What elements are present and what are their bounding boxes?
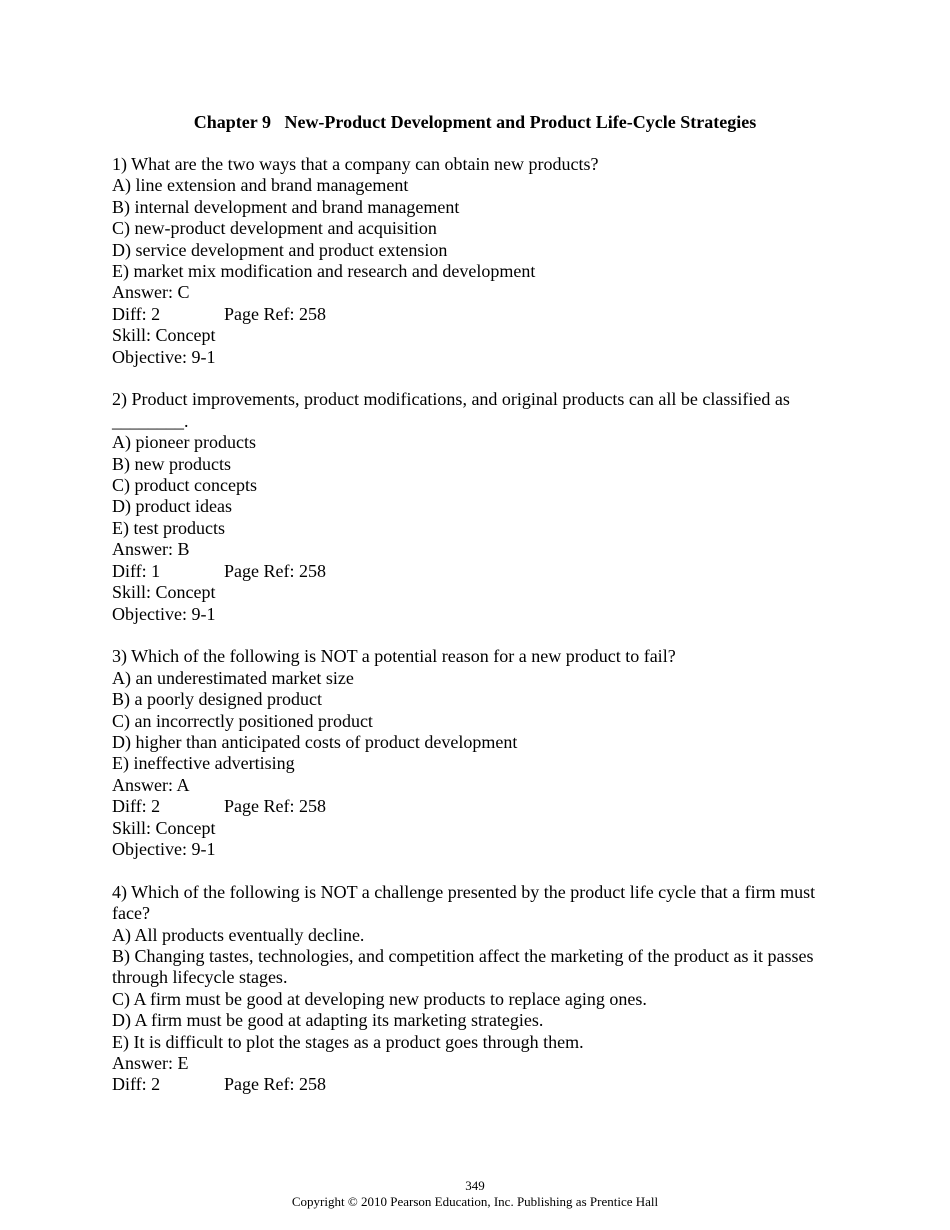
- option-e: E) market mix modification and research and development: [112, 261, 536, 282]
- skill-value: Concept: [155, 582, 216, 603]
- answer-value: E: [177, 1053, 189, 1074]
- answer-value: A: [176, 774, 190, 795]
- objective-value: 9-1: [191, 838, 216, 859]
- objective-value: 9-1: [191, 603, 216, 624]
- diff-value: 2: [151, 303, 161, 324]
- option-b: B) a poorly designed product: [112, 689, 322, 710]
- skill-label: Skill:: [112, 817, 156, 838]
- option-e: E) It is difficult to plot the stages as a product goes through them.: [112, 1031, 584, 1052]
- question-3: [112, 646, 842, 860]
- diff-label: Diff:: [112, 1074, 152, 1095]
- objective-value: 9-1: [191, 346, 216, 367]
- question-4: [112, 882, 842, 1096]
- answer-line: [112, 1053, 842, 1074]
- diff-label: Diff:: [112, 796, 152, 817]
- option-c: C) new-product development and acquisition: [112, 218, 437, 239]
- answer-line: [112, 282, 842, 303]
- page-ref-value: 258: [298, 1074, 326, 1095]
- page-ref-label: Page Ref:: [224, 560, 299, 581]
- answer-line: [112, 775, 842, 796]
- option-c: C) product concepts: [112, 475, 257, 496]
- question-stem: 4) Which of the following is NOT a challenge presented by the product life cycle that a firm must face?: [112, 881, 816, 924]
- option-a: A) an underestimated market size: [112, 667, 354, 688]
- question-2: [112, 389, 842, 624]
- objective-line: [112, 604, 842, 625]
- answer-line: [112, 539, 842, 560]
- option-a: A) All products eventually decline.: [112, 924, 365, 945]
- option-d: D) higher than anticipated costs of product development: [112, 731, 518, 752]
- option-c: C) A firm must be good at developing new products to replace aging ones.: [112, 988, 647, 1009]
- page-title: Chapter 9 New-Product Development and Product Life-Cycle Strategies: [193, 112, 757, 132]
- objective-line: [112, 347, 842, 368]
- page-ref-label: Page Ref:: [224, 1074, 299, 1095]
- copyright-notice: Copyright © 2010 Pearson Education, Inc. Publishing as Prentice Hall: [291, 1194, 659, 1209]
- question-stem: 2) Product improvements, product modifications, and original products can all be classified as ________.: [112, 389, 790, 431]
- diff-line: [112, 561, 842, 582]
- objective-label: Objective:: [112, 346, 192, 367]
- question-stem: 3) Which of the following is NOT a potential reason for a new product to fail?: [112, 646, 676, 667]
- option-e: E) ineffective advertising: [112, 753, 295, 774]
- objective-label: Objective:: [112, 603, 192, 624]
- skill-line: [112, 582, 842, 603]
- page-ref-value: 258: [298, 796, 326, 817]
- option-d: D) A firm must be good at adapting its marketing strategies.: [112, 1010, 544, 1031]
- diff-line: [112, 1074, 842, 1095]
- option-a: A) line extension and brand management: [112, 175, 409, 196]
- page-number: 349: [465, 1178, 485, 1193]
- page-ref-value: 258: [298, 560, 326, 581]
- answer-label: Answer:: [112, 539, 178, 560]
- question-1: [112, 154, 842, 368]
- diff-value: 2: [151, 796, 161, 817]
- option-a: A) pioneer products: [112, 432, 256, 453]
- skill-line: [112, 325, 842, 346]
- skill-line: [112, 818, 842, 839]
- diff-label: Diff:: [112, 560, 152, 581]
- objective-line: [112, 839, 842, 860]
- diff-line: [112, 304, 842, 325]
- option-c: C) an incorrectly positioned product: [112, 710, 373, 731]
- diff-label: Diff:: [112, 303, 152, 324]
- answer-label: Answer:: [112, 282, 178, 303]
- answer-label: Answer:: [112, 1053, 178, 1074]
- page-ref-label: Page Ref:: [224, 303, 299, 324]
- answer-label: Answer:: [112, 774, 177, 795]
- option-e: E) test products: [112, 517, 225, 538]
- option-d: D) service development and product extension: [112, 239, 448, 260]
- question-list: [112, 154, 842, 1117]
- diff-line: [112, 796, 842, 817]
- skill-value: Concept: [155, 325, 216, 346]
- answer-value: B: [177, 539, 190, 560]
- skill-label: Skill:: [112, 325, 156, 346]
- option-b: B) internal development and brand management: [112, 196, 460, 217]
- answer-value: C: [177, 282, 190, 303]
- diff-value: 2: [151, 1074, 161, 1095]
- option-d: D) product ideas: [112, 496, 232, 517]
- question-stem: 1) What are the two ways that a company can obtain new products?: [112, 154, 599, 174]
- page-ref-value: 258: [298, 303, 326, 324]
- page-ref-label: Page Ref:: [224, 796, 299, 817]
- skill-value: Concept: [155, 817, 216, 838]
- diff-value: 1: [151, 560, 161, 581]
- option-b: B) Changing tastes, technologies, and competition affect the marketing of the product as it passes through lifecycle stages.: [112, 945, 814, 988]
- option-b: B) new products: [112, 453, 231, 474]
- skill-label: Skill:: [112, 582, 156, 603]
- objective-label: Objective:: [112, 838, 192, 859]
